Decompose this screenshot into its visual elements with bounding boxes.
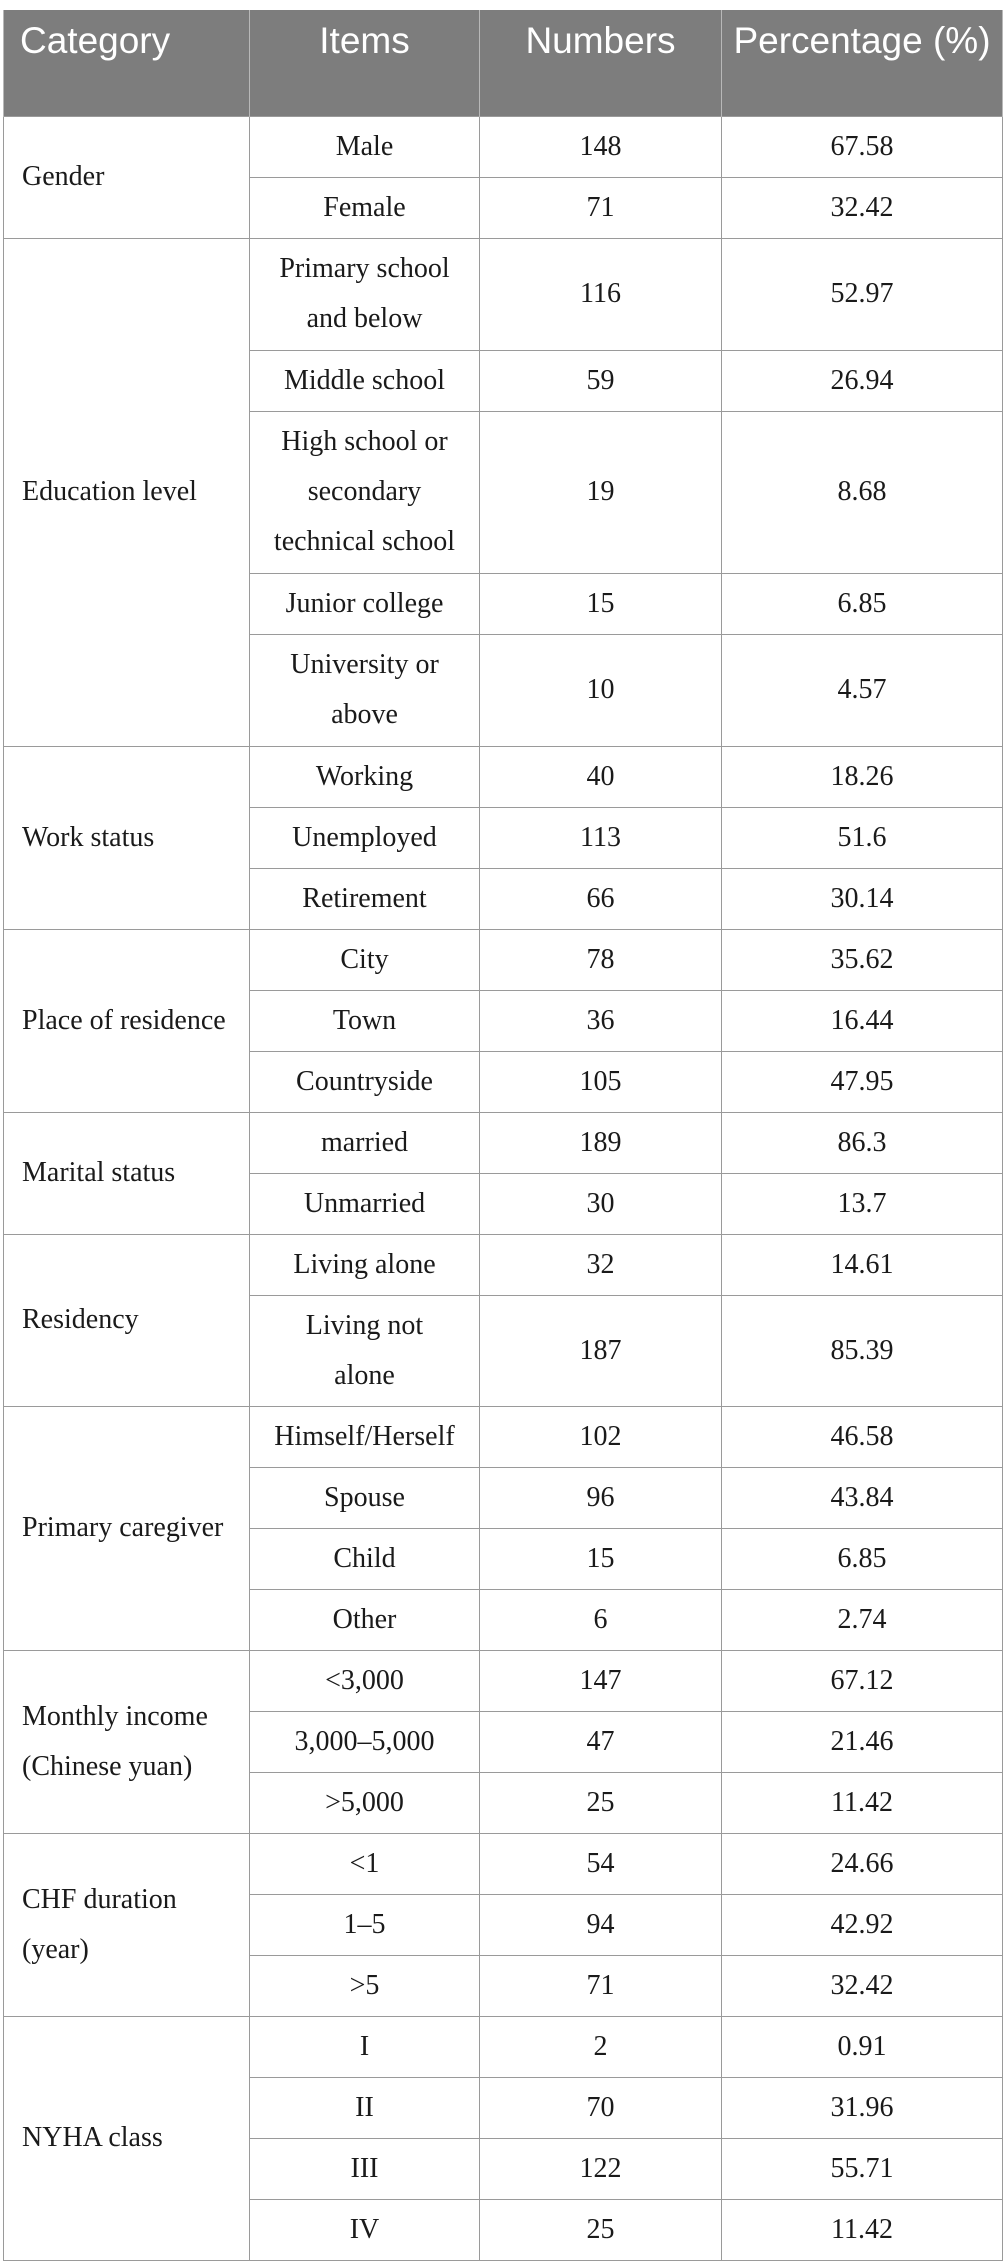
percentage-cell: 26.94 (722, 350, 1003, 411)
header-percentage: Percentage (%) (722, 10, 1003, 116)
item-cell: Himself/Herself (250, 1406, 480, 1467)
number-cell: 59 (480, 350, 722, 411)
number-cell: 66 (480, 868, 722, 929)
number-cell: 96 (480, 1467, 722, 1528)
table-row (4, 746, 1003, 807)
percentage-cell: 86.3 (722, 1112, 1003, 1173)
number-cell: 71 (480, 1955, 722, 2016)
category-cell: NYHA class (4, 2016, 250, 2260)
percentage-cell: 11.42 (722, 1772, 1003, 1833)
percentage-cell: 13.7 (722, 1173, 1003, 1234)
number-cell: 189 (480, 1112, 722, 1173)
number-cell: 78 (480, 929, 722, 990)
percentage-cell: 24.66 (722, 1833, 1003, 1894)
table-body (4, 116, 1003, 2260)
number-cell: 15 (480, 573, 722, 634)
number-cell: 30 (480, 1173, 722, 1234)
number-cell: 25 (480, 1772, 722, 1833)
item-cell: <1 (250, 1833, 480, 1894)
item-cell: Living not alone (250, 1295, 480, 1406)
percentage-cell: 67.12 (722, 1650, 1003, 1711)
percentage-cell: 46.58 (722, 1406, 1003, 1467)
item-cell: married (250, 1112, 480, 1173)
item-cell: Child (250, 1528, 480, 1589)
percentage-cell: 42.92 (722, 1894, 1003, 1955)
item-cell: Unemployed (250, 807, 480, 868)
percentage-cell: 47.95 (722, 1051, 1003, 1112)
item-cell: 1–5 (250, 1894, 480, 1955)
percentage-cell: 55.71 (722, 2138, 1003, 2199)
percentage-cell: 14.61 (722, 1234, 1003, 1295)
number-cell: 94 (480, 1894, 722, 1955)
number-cell: 116 (480, 238, 722, 350)
category-cell: Gender (4, 116, 250, 238)
number-cell: 187 (480, 1295, 722, 1406)
item-cell: Male (250, 116, 480, 177)
item-cell: II (250, 2077, 480, 2138)
item-cell: Town (250, 990, 480, 1051)
number-cell: 19 (480, 411, 722, 573)
number-cell: 105 (480, 1051, 722, 1112)
item-cell: Other (250, 1589, 480, 1650)
number-cell: 113 (480, 807, 722, 868)
number-cell: 15 (480, 1528, 722, 1589)
category-cell: Monthly income (Chinese yuan) (4, 1650, 250, 1833)
item-cell: Countryside (250, 1051, 480, 1112)
item-cell: High school or secondary technical school (250, 411, 480, 573)
number-cell: 70 (480, 2077, 722, 2138)
table-row (4, 2016, 1003, 2077)
number-cell: 25 (480, 2199, 722, 2260)
item-cell: I (250, 2016, 480, 2077)
number-cell: 32 (480, 1234, 722, 1295)
table-row (4, 116, 1003, 177)
percentage-cell: 51.6 (722, 807, 1003, 868)
item-cell: 3,000–5,000 (250, 1711, 480, 1772)
category-cell: CHF duration (year) (4, 1833, 250, 2016)
number-cell: 47 (480, 1711, 722, 1772)
percentage-cell: 43.84 (722, 1467, 1003, 1528)
percentage-cell: 67.58 (722, 116, 1003, 177)
table-row (4, 1650, 1003, 1711)
category-cell: Marital status (4, 1112, 250, 1234)
number-cell: 6 (480, 1589, 722, 1650)
header-items: Items (250, 10, 480, 116)
number-cell: 40 (480, 746, 722, 807)
item-cell: Junior college (250, 573, 480, 634)
demographics-table (3, 10, 1003, 2261)
header-category: Category (4, 10, 250, 116)
item-cell: Retirement (250, 868, 480, 929)
item-cell: City (250, 929, 480, 990)
percentage-cell: 32.42 (722, 1955, 1003, 2016)
number-cell: 36 (480, 990, 722, 1051)
item-cell: Primary school and below (250, 238, 480, 350)
category-cell: Residency (4, 1234, 250, 1406)
percentage-cell: 52.97 (722, 238, 1003, 350)
item-cell: Working (250, 746, 480, 807)
item-cell: University or above (250, 634, 480, 746)
number-cell: 54 (480, 1833, 722, 1894)
number-cell: 10 (480, 634, 722, 746)
item-cell: <3,000 (250, 1650, 480, 1711)
percentage-cell: 31.96 (722, 2077, 1003, 2138)
number-cell: 122 (480, 2138, 722, 2199)
percentage-cell: 35.62 (722, 929, 1003, 990)
table-row (4, 1833, 1003, 1894)
number-cell: 148 (480, 116, 722, 177)
category-cell: Education level (4, 238, 250, 746)
percentage-cell: 8.68 (722, 411, 1003, 573)
table-row (4, 238, 1003, 350)
table-row (4, 929, 1003, 990)
percentage-cell: 4.57 (722, 634, 1003, 746)
percentage-cell: 16.44 (722, 990, 1003, 1051)
number-cell: 147 (480, 1650, 722, 1711)
number-cell: 71 (480, 177, 722, 238)
percentage-cell: 6.85 (722, 1528, 1003, 1589)
percentage-cell: 85.39 (722, 1295, 1003, 1406)
category-cell: Place of residence (4, 929, 250, 1112)
number-cell: 2 (480, 2016, 722, 2077)
table-row (4, 1234, 1003, 1295)
item-cell: >5,000 (250, 1772, 480, 1833)
item-cell: Female (250, 177, 480, 238)
item-cell: III (250, 2138, 480, 2199)
percentage-cell: 2.74 (722, 1589, 1003, 1650)
table-header (4, 10, 1003, 116)
percentage-cell: 18.26 (722, 746, 1003, 807)
item-cell: Unmarried (250, 1173, 480, 1234)
item-cell: >5 (250, 1955, 480, 2016)
item-cell: Middle school (250, 350, 480, 411)
item-cell: Spouse (250, 1467, 480, 1528)
percentage-cell: 21.46 (722, 1711, 1003, 1772)
percentage-cell: 6.85 (722, 573, 1003, 634)
percentage-cell: 32.42 (722, 177, 1003, 238)
category-cell: Primary caregiver (4, 1406, 250, 1650)
table-row (4, 1406, 1003, 1467)
header-numbers: Numbers (480, 10, 722, 116)
item-cell: Living alone (250, 1234, 480, 1295)
header-row (4, 10, 1003, 116)
percentage-cell: 30.14 (722, 868, 1003, 929)
item-cell: IV (250, 2199, 480, 2260)
category-cell: Work status (4, 746, 250, 929)
number-cell: 102 (480, 1406, 722, 1467)
percentage-cell: 0.91 (722, 2016, 1003, 2077)
percentage-cell: 11.42 (722, 2199, 1003, 2260)
table-row (4, 1112, 1003, 1173)
table-container (3, 10, 1002, 2261)
